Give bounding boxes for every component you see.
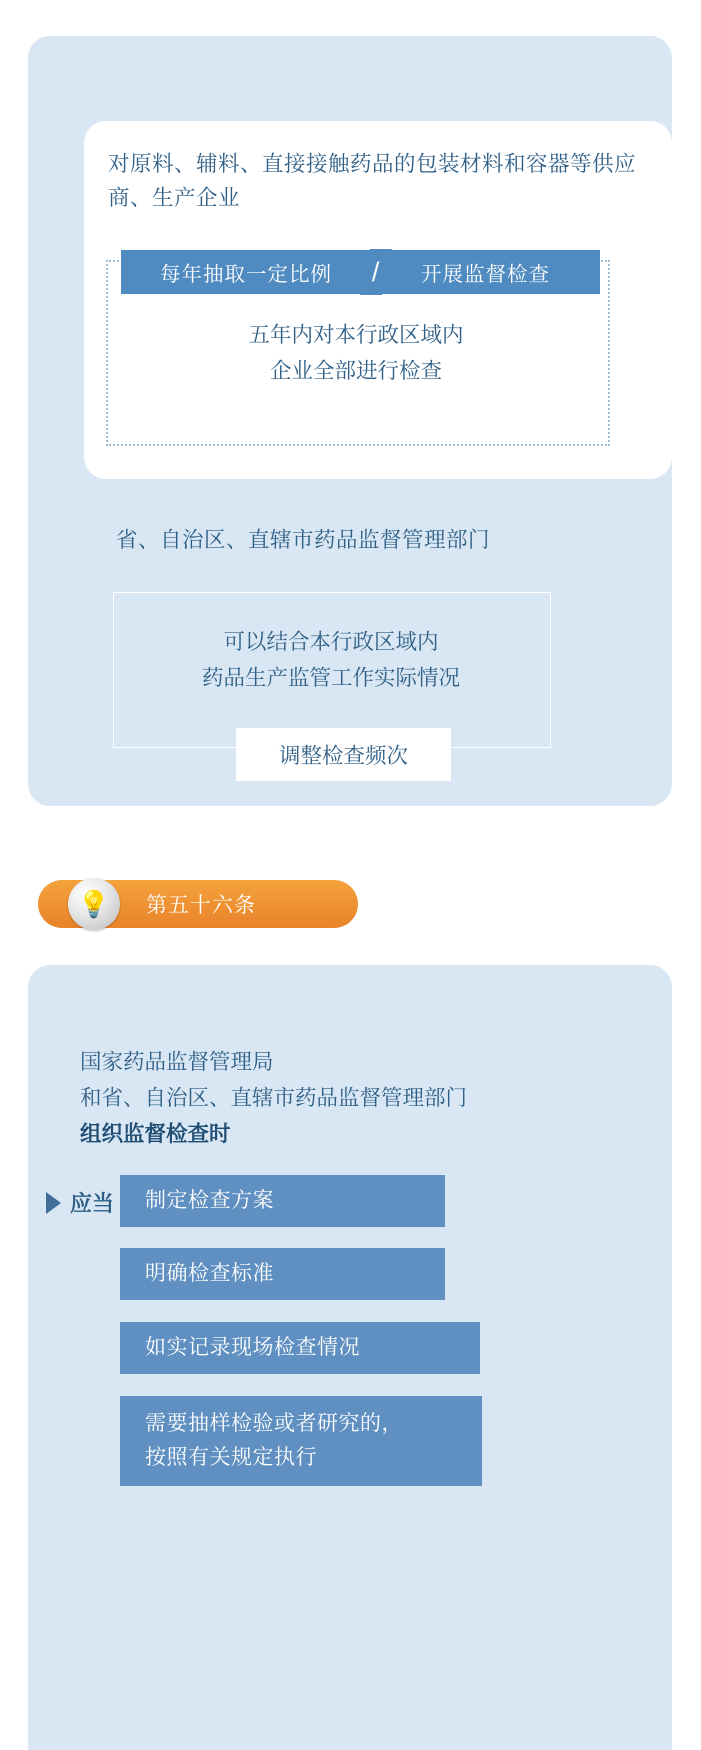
dotted-text-line1: 五年内对本行政区域内 xyxy=(248,323,464,347)
requirement-item-4-line2: 按照有关规定执行 xyxy=(145,1446,317,1469)
triangle-bullet-icon xyxy=(46,1192,61,1214)
dotted-text-line2: 企业全部进行检查 xyxy=(269,359,442,383)
should-marker xyxy=(46,1187,114,1218)
lead-line-2: 和省、自治区、直辖市药品监督管理部门 xyxy=(80,1086,468,1110)
lightbulb-glyph: 💡 xyxy=(77,889,111,919)
adjust-frequency-chip: 调整检查频次 xyxy=(236,728,451,781)
blue-box-inspection: 开展监督检查 xyxy=(371,250,600,294)
requirement-item-2: 明确检查标准 xyxy=(120,1248,445,1300)
article-heading xyxy=(38,880,358,928)
slash-glyph: / xyxy=(372,256,380,287)
requirement-item-3: 如实记录现场检查情况 xyxy=(120,1322,480,1374)
blue-box-sampling: 每年抽取一定比例 xyxy=(121,250,371,294)
should-label: 应当 xyxy=(70,1191,115,1216)
lightbulb-icon xyxy=(68,878,120,930)
requirement-item-1: 制定检查方案 xyxy=(120,1175,445,1227)
dotted-frame-text xyxy=(106,317,606,389)
department-line: 省、自治区、直辖市药品监督管理部门 xyxy=(116,528,491,552)
panel-section-one xyxy=(28,36,672,806)
white-card xyxy=(84,121,672,479)
card-lead-text: 对原料、辅料、直接接触药品的包装材料和容器等供应商、生产企业 xyxy=(108,152,637,210)
requirement-item-4-line1: 需要抽样检验或者研究的， xyxy=(145,1412,403,1435)
heading-label: 第五十六条 xyxy=(146,894,256,917)
blue-bar-row xyxy=(121,250,600,294)
lead-line-3: 组织监督检查时 xyxy=(80,1122,231,1146)
requirement-item-4 xyxy=(120,1396,482,1486)
outline-text-line2: 药品生产监管工作实际情况 xyxy=(201,666,460,690)
lead-line-1: 国家药品监督管理局 xyxy=(80,1050,274,1074)
section-two-lead xyxy=(80,1044,640,1152)
outline-text-line1: 可以结合本行政区域内 xyxy=(223,630,439,654)
outlined-box-text xyxy=(113,624,549,696)
